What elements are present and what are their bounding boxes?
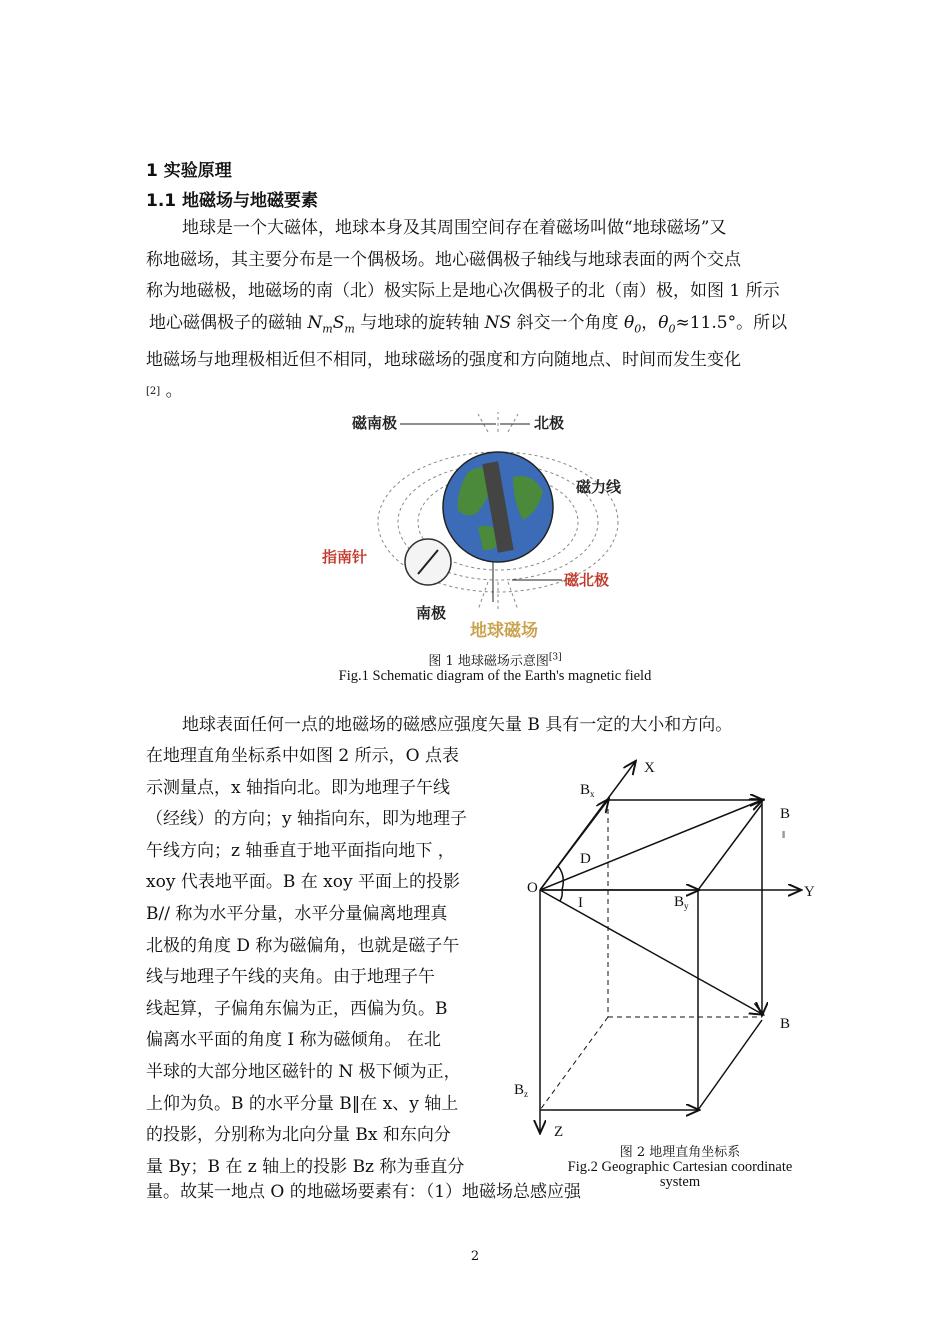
label-field-lines: 磁力线 xyxy=(576,478,622,496)
earth-magnetic-field-figure xyxy=(318,402,638,647)
label-bpar: B xyxy=(780,806,791,822)
fig2-caption-en: Fig.2 Geographic Cartesian coordinate system xyxy=(567,1159,793,1190)
paragraph-2-column xyxy=(146,741,494,1183)
b-vector xyxy=(540,890,762,1014)
para2-column-line: 量 By；B 在 z 轴上的投影 Bz 称为垂直分 xyxy=(146,1156,465,1177)
label-bpar-sub: ‖ xyxy=(782,829,786,841)
para2-column-line: B// 称为水平分量，水平分量偏离地理真 xyxy=(146,903,448,924)
para1-line6: [2] 。 xyxy=(146,381,183,402)
para2-column-line: 示测量点，x 轴指向北。即为地理子午线 xyxy=(146,777,450,798)
page-number: 2 xyxy=(470,1249,480,1264)
geographic-coordinate-figure xyxy=(500,752,830,1152)
label-compass: 指南针 xyxy=(322,548,368,566)
label-x-axis: X xyxy=(644,760,655,776)
para2-last-line: 量。故某一地点 O 的地磁场要素有：（1）地磁场总感应强 xyxy=(146,1182,582,1202)
paragraph-2-first-line xyxy=(146,710,810,742)
label-z-axis: Z xyxy=(554,1124,564,1140)
para2-column-line: 的投影，分别称为北向分量 Bx 和东向分 xyxy=(146,1125,451,1146)
para2-line1: 地球表面任何一点的地磁场的磁感应强度矢量 B 具有一定的大小和方向。 xyxy=(182,715,733,735)
label-mag-south-pole: 磁南极 xyxy=(352,414,398,432)
para1-line5: 地磁场与地理极相近但不相同，地球磁场的强度和方向随地点、时间而发生变化 xyxy=(146,349,741,370)
label-bx: $B_x$ xyxy=(580,782,595,799)
para2-column-line: 在地理直角坐标系中如图 2 所示，O 点表 xyxy=(146,746,459,766)
fig2-caption-cn: 图 2 地理直角坐标系 xyxy=(619,1145,741,1160)
para2-column-line: 线与地理子午线的夹角。由于地理子午 xyxy=(146,967,435,988)
label-south-pole: 南极 xyxy=(416,604,447,622)
label-by: $B_y$ xyxy=(674,894,689,911)
para1-line1: 地球是一个大磁体，地球本身及其周围空间存在着磁场叫做“地球磁场”又 xyxy=(182,218,727,238)
label-mag-north-pole: 磁北极 xyxy=(564,571,610,589)
by-to-bpar xyxy=(698,804,762,890)
paragraph-1 xyxy=(146,213,810,408)
subsection-heading: 1.1 地磁场与地磁要素 xyxy=(146,191,319,211)
label-b: B xyxy=(780,1016,791,1032)
para1-line2: 称地磁场，其主要分布是一个偶极场。地心磁偶极子轴线与地球表面的两个交点 xyxy=(146,249,741,270)
label-angle-i: I xyxy=(578,895,583,911)
section-heading: 1 实验原理 xyxy=(146,161,232,181)
para2-column-line: 北极的角度 D 称为磁偏角，也就是磁子午 xyxy=(146,935,460,956)
para1-line3: 称为地磁极，地磁场的南（北）极实际上是地心次偶极子的北（南）极，如图 1 所示 xyxy=(146,281,780,302)
fig1-caption-en: Fig.1 Schematic diagram of the Earth's magnetic field xyxy=(338,668,652,684)
label-earth-field: 地球磁场 xyxy=(470,621,538,641)
label-bz: $B_z$ xyxy=(514,1082,529,1099)
para2-column-line: 线起算，子偏角东偏为正，西偏为负。B xyxy=(146,998,448,1019)
bottom-diag xyxy=(698,1020,762,1110)
label-y-axis: Y xyxy=(804,884,815,900)
para2-column-line: 半球的大部分地区磁针的 N 极下倾为正， xyxy=(146,1061,461,1082)
para2-column-line: xoy 代表地平面。B 在 xoy 平面上的投影 xyxy=(146,872,460,893)
para2-column-line: （经线）的方向；y 轴指向东，即为地理子 xyxy=(146,809,468,830)
para2-column-line: 午线方向；z 轴垂直于地平面指向地下 ， xyxy=(146,840,455,861)
label-angle-d: D xyxy=(580,851,591,867)
citation-ref: [2] xyxy=(146,386,161,398)
para2-column-line: 上仰为负。B 的水平分量 B‖在 x、y 轴上 xyxy=(146,1093,459,1114)
label-origin: O xyxy=(527,880,538,896)
angle-d-arc xyxy=(558,866,563,890)
dashed-diagonal xyxy=(540,1017,608,1110)
angle-i-arc xyxy=(560,890,562,901)
para1-line4: 地心磁偶极子的磁轴 $N_mS_m$ 与地球的旋转轴 NS 斜交一个角度 $\theta_0$，$\theta_0\approx 11.5^\circ$。所以 xyxy=(149,312,788,336)
fig1-caption-cn: 图 1 地球磁场示意图[3] xyxy=(428,652,562,669)
label-north-pole: 北极 xyxy=(534,414,565,432)
para2-column-line: 偏离水平面的角度 I 称为磁倾角。 在北 xyxy=(146,1030,441,1051)
